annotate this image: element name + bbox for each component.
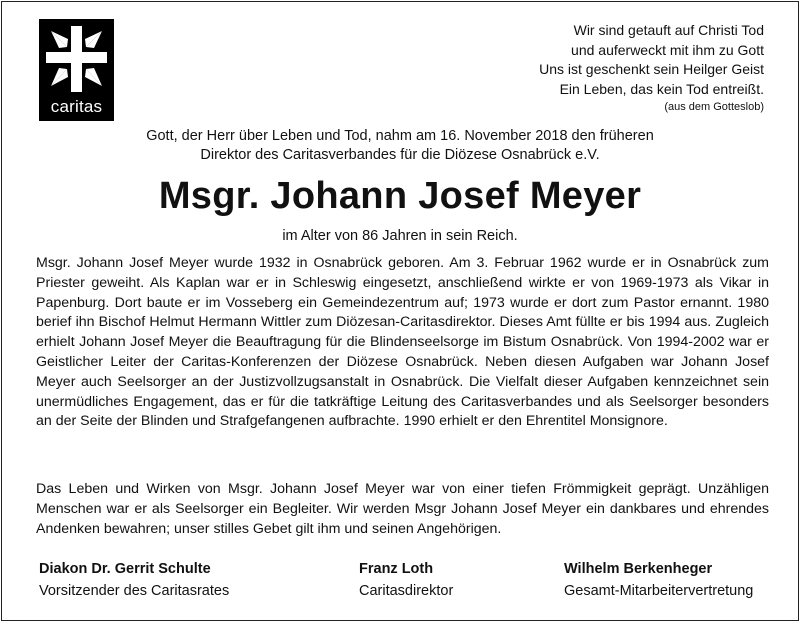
intro-line: Direktor des Caritasverbandes für die Diözese Osnabrück e.V. xyxy=(200,147,600,163)
verse-line: Wir sind getauft auf Christi Tod xyxy=(573,22,764,38)
caritas-cross-icon xyxy=(39,19,114,99)
signatory xyxy=(39,558,229,602)
obituary-notice xyxy=(1,1,799,621)
verse-line: Uns ist geschenkt sein Heilger Geist xyxy=(539,61,764,77)
biography-paragraph: Msgr. Johann Josef Meyer wurde 1932 in Osnabrück geboren. Am 3. Februar 1962 wurde er in Osnabrück zum Priester geweiht. Als Kaplan war er in Schleswig eingesetzt, anschließend wirkte er von 1969-1973 als Vikar in Papenburg. Dort baute er im Vosseberg ein Gemeindezentrum auf; 1973 wurde er dort zum Pastor ernannt. 1980 berief ihn Bischof Helmut Hermann Wittler zum Diözesan-Caritasdirektor. Dieses Amt füllte er bis 1994 aus. Zugleich erhielt Johann Josef Meyer die Beauftragung für die Blindenseelsorge im Bistum Osnabrück. Von 1994-2002 war er Geistlicher Leiter der Caritas-Konferenzen der Diözese Osnabrück. Neben diesen Aufgaben war Johann Josef Meyer auch Seelsorger an der Justizvollzugsanstalt in Osnabrück. Die Vielfalt dieser Aufgaben kennzeichnet sein unermüdliches Engagement, das er für die tatkräftige Leitung des Caritasverbandes und als Seelsorger besonders an der Seite der Blinden und Strafgefangenen aufbrachte. 1990 erhielt er den Ehrentitel Monsignore. xyxy=(36,255,769,430)
signatory-role: Vorsitzender des Caritasrates xyxy=(39,583,230,599)
logo-text: caritas xyxy=(50,97,103,116)
biography-paragraph: Das Leben und Wirken von Msgr. Johann Josef Meyer war von einer tiefen Frömmigkeit geprägt. Unzähligen Menschen war er als Seelsorger ein Begleiter. Wir werden Msgr Johann Josef Meyer ein dankbares und ehrendes Andenken bewahren; unser stilles Gebet gilt ihm und seinen Angehörigen. xyxy=(36,481,769,537)
verse-source: (aus dem Gotteslob) xyxy=(664,101,764,113)
signatory-role: Caritasdirektor xyxy=(359,583,454,599)
deceased-name: Msgr. Johann Josef Meyer xyxy=(158,175,642,217)
signatory xyxy=(564,558,753,602)
caritas-logo xyxy=(39,19,114,121)
signatory-name: Wilhelm Berkenheger xyxy=(564,561,713,577)
signatory-name: Diakon Dr. Gerrit Schulte xyxy=(39,561,211,577)
intro-line: Gott, der Herr über Leben und Tod, nahm am 16. November 2018 den früheren xyxy=(146,128,654,144)
age-line: im Alter von 86 Jahren in sein Reich. xyxy=(282,228,518,244)
signatory-role: Gesamt-Mitarbeitervertretung xyxy=(564,583,754,599)
verse-line: und auferweckt mit ihm zu Gott xyxy=(571,41,764,58)
verse-block xyxy=(539,21,764,116)
signatory xyxy=(359,558,453,602)
signatory-name: Franz Loth xyxy=(359,561,434,577)
intro-text xyxy=(2,127,798,165)
verse-line: Ein Leben, das kein Tod entreißt. xyxy=(559,80,764,97)
